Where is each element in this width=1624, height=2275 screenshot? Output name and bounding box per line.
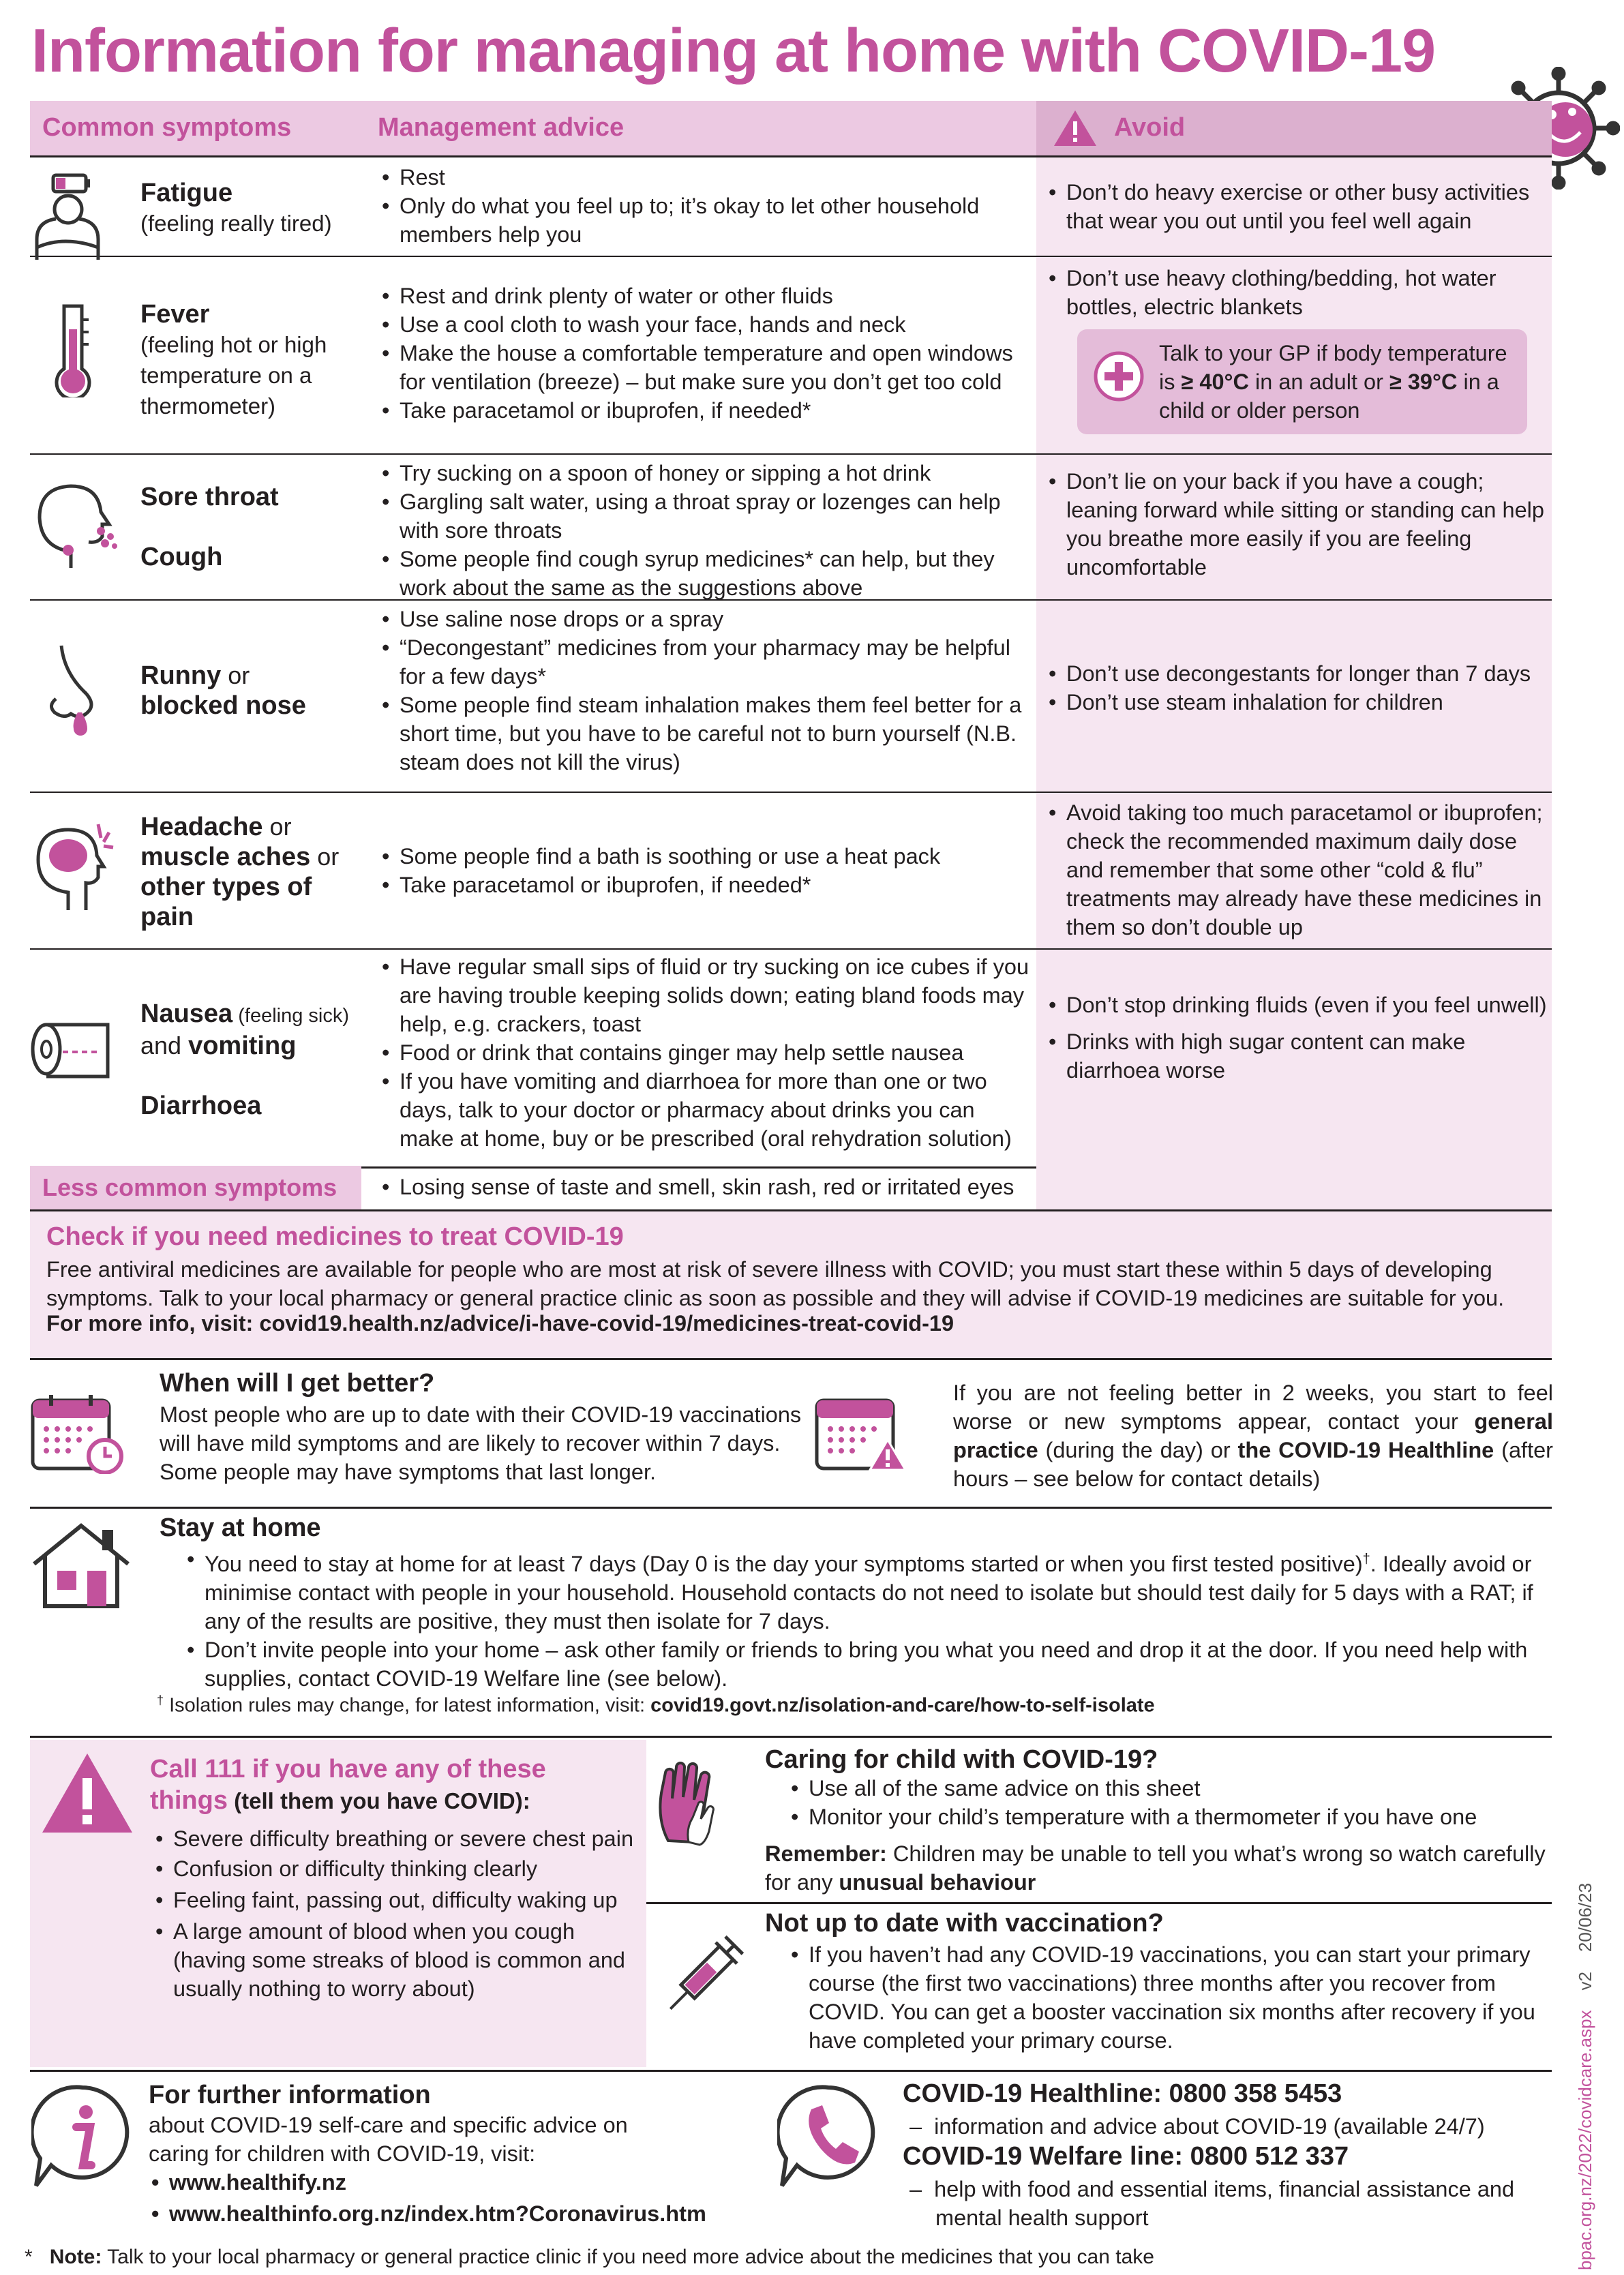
advice-item: • “Decongestant” medicines from your pharmacy may be helpful for a few days* [379, 633, 1034, 691]
avoid-item: • Don’t use decongestants for longer than 7 days [1046, 659, 1550, 688]
healthline: COVID-19 Healthline: 0800 358 5453 [903, 2079, 1342, 2108]
healthline-desc: – information and advice about COVID-19 (available 24/7) [909, 2114, 1485, 2139]
header-advice: Management advice [378, 113, 625, 142]
row-fever [30, 257, 1552, 455]
divider [30, 1736, 1552, 1738]
advice-item: • Take paracetamol or ibuprofen, if needed* [379, 396, 1034, 425]
cough-head-icon [30, 479, 119, 575]
stay-item: • You need to stay at home for at least 7 days (Day 0 is the day your symptoms started or when you first tested positive)†. Ideally avoid or minimise contact with people in your household. Household contacts do not need to isolate but should test daily for 5 days with a RAT; if any of the results are positive, they must then isolate for 7 days. [184, 1545, 1548, 1636]
advice-item: • Some people find steam inhalation makes them feel better for a short time, but you have to be careful not to burn yourself (N.B. steam does not kill the virus) [379, 691, 1034, 777]
advice-item: • Some people find a bath is soothing or use a heat pack [379, 842, 1034, 871]
house-icon [30, 1522, 132, 1610]
child-remember: Remember: Children may be unable to tell you what’s wrong so watch carefully for any unusual behaviour [765, 1841, 1546, 1895]
symptom-name: Runny [140, 661, 222, 690]
row-runny-nose: Runny or blocked nose • Use saline nose drops or a spray • “Decongestant” medicines from your pharmacy may be helpful for a few days* • Some people find steam inhalation makes them feel better for a short time, but you have to be careful not to burn yourself (N.B. steam does not kill the virus) • Don’t use decongestants for longer than 7 days • Don’t use steam inhalation for children [30, 601, 1552, 793]
advice-item: • Some people find cough syrup medicines* can help, but they work about the same as the suggestions above [379, 545, 1034, 602]
child-item: • Monitor your child’s temperature with a thermometer if you have one [788, 1803, 1545, 1831]
row-fatigue [30, 157, 1552, 257]
symptom-name-2: muscle aches [140, 843, 311, 871]
less-common-text: • Losing sense of taste and smell, skin rash, red or irritated eyes [379, 1173, 1014, 1201]
less-common-label: Less common symptoms [30, 1166, 361, 1209]
symptom-name: Fever [140, 300, 210, 329]
row-sore-throat [30, 455, 1552, 601]
divider [30, 2070, 1552, 2072]
better-section [30, 1369, 1552, 1505]
vaccination-item: • If you haven’t had any COVID-19 vaccinations, you can start your primary course (the first two vaccinations) three months after you recover from COVID. You can get a booster vaccination six months after recovery if you have completed your primary course. [788, 1940, 1538, 2055]
nose-icon [30, 642, 119, 737]
vaccination-section [655, 1909, 1552, 2073]
symptom-name-2: blocked nose [140, 691, 306, 720]
header-symptoms: Common symptoms [42, 113, 292, 142]
warning-icon [1053, 109, 1098, 147]
medicines-box [30, 1211, 1552, 1360]
side-credit: bpac.org.nz/2022/covidcare.aspx v2 20/06/23 [1575, 1882, 1595, 2270]
headache-icon [30, 820, 119, 916]
stay-heading: Stay at home [160, 1513, 321, 1542]
stay-section [30, 1513, 1552, 1725]
symptom-name: Headache [140, 813, 263, 841]
stay-item: • Don’t invite people into your home – ask other family or friends to bring you what you need and drop it at the door. If you need help with supplies, contact COVID-19 Welfare line (see below). [184, 1636, 1548, 1693]
toilet-roll-icon [30, 1011, 119, 1106]
symptom-name: Fatigue [140, 179, 233, 207]
divider [30, 1507, 1552, 1509]
advice-item: • Try sucking on a spoon of honey or sipping a hot drink [379, 459, 1034, 487]
divider [646, 1902, 1552, 1904]
avoid-item: • Don’t stop drinking fluids (even if you feel unwell) [1046, 991, 1550, 1019]
symptoms-table [30, 101, 1552, 1169]
info-icon [31, 2082, 134, 2191]
advice-item: • Use a cool cloth to wash your face, hands and neck [379, 310, 1034, 339]
further-text: about COVID-19 self-care and specific advice on caring for children with COVID-19, visit: [149, 2113, 628, 2166]
row-nausea: Nausea (feeling sick) and vomiting Diarrhoea • Have regular small sips of fluid or try sucking on ice cubes if you are having trouble keeping solids down; eating bland foods may help, e.g. crackers, toast • Food or drink that contains ginger may help settle nausea • If you have vomiting and diarrhoea for more than one or two days, talk to your doctor or pharmacy about drinks you can make at home, buy or be prescribed (oral rehydration solution) • Don’t stop drinking fluids (even if you feel unwell) • Drinks with high sugar content can make diarrhoea worse [30, 950, 1552, 1169]
symptom-sub: (feeling really tired) [140, 211, 332, 236]
further-heading: For further information [149, 2081, 431, 2109]
symptom-name-3: Diarrhoea [140, 1091, 262, 1120]
welfare-line: COVID-19 Welfare line: 0800 512 337 [903, 2142, 1349, 2171]
header-avoid: Avoid [1114, 113, 1186, 142]
page-title: Information for managing at home with COVID-19 [31, 17, 1436, 85]
advice-item: • Only do what you feel up to; it’s okay to let other household members help you [379, 192, 1034, 249]
welfare-desc: – help with food and essential items, financial assistance and mental health support [909, 2177, 1515, 2230]
less-common-row [30, 1166, 1552, 1211]
advice-item: • If you have vomiting and diarrhoea for more than one or two days, talk to your doctor or pharmacy about drinks you can make at home, buy or be prescribed (oral rehydration solution) [379, 1067, 1034, 1153]
call-111-heading: Call 111 if you have any of these things (tell them you have COVID): [150, 1755, 546, 1815]
avoid-item: • Don’t lie on your back if you have a cough; leaning forward while sitting or standing can help you breathe more easily if you are feeling uncomfortable [1046, 467, 1550, 582]
row-headache: Headache or muscle aches or other types of pain • Some people find a bath is soothing or use a heat pack • Take paracetamol or ibuprofen, if needed* • Avoid taking too much paracetamol or ibuprofen; check the recommended maximum daily dose and remember that some other “cold & flu” treatments may already have these medicines in them so don’t double up [30, 793, 1552, 950]
symptom-name-2: Cough [140, 543, 223, 571]
calendar-warning-icon [814, 1392, 909, 1474]
call-111-item: • Feeling faint, passing out, difficulty waking up [153, 1886, 644, 1914]
symptom-name-3: other types of pain [140, 873, 312, 931]
call-111-item: • Confusion or difficulty thinking clearly [153, 1854, 644, 1883]
advice-item: • Use saline nose drops or a spray [379, 605, 1034, 633]
isolation-note: † Isolation rules may change, for latest information, visit: covid19.govt.nz/isolation-and-care/how-to-self-isolate [157, 1693, 1155, 1717]
phone-icon [777, 2082, 879, 2191]
symptom-sub: (feeling hot or high temperature on a thermometer) [140, 332, 327, 419]
avoid-item: • Don’t use heavy clothing/bedding, hot water bottles, electric blankets [1046, 264, 1550, 321]
advice-item: • Food or drink that contains ginger may help settle nausea [379, 1038, 1034, 1067]
advice-item: • Make the house a comfortable temperature and open windows for ventilation (breeze) – but make sure you don’t get too cold [379, 339, 1034, 396]
fatigue-icon [30, 167, 119, 262]
advice-item: • Rest [379, 163, 1034, 192]
better-heading: When will I get better? [160, 1369, 435, 1398]
call-111-box [30, 1740, 646, 2067]
advice-item: • Have regular small sips of fluid or try sucking on ice cubes if you are having trouble keeping solids down; eating bland foods may help, e.g. crackers, toast [379, 952, 1034, 1038]
advice-item: • Take paracetamol or ibuprofen, if needed* [379, 871, 1034, 899]
child-heading: Caring for child with COVID-19? [765, 1745, 1158, 1774]
better-text: Most people who are up to date with their COVID-19 vaccinations will have mild symptoms and are likely to recover within 7 days. Some people may have symptoms that last longer. [160, 1402, 802, 1484]
medicines-heading: Check if you need medicines to treat COVID-19 [46, 1222, 624, 1251]
avoid-item: • Don’t use steam inhalation for children [1046, 688, 1550, 717]
hands-icon [655, 1759, 730, 1848]
symptom-name: Sore throat [140, 483, 279, 511]
table-header [30, 101, 1552, 157]
medicines-link: For more info, visit: covid19.health.nz/advice/i-have-covid-19/medicines-treat-covid-19 [46, 1311, 954, 1336]
avoid-item: • Don’t do heavy exercise or other busy activities that wear you out until you feel well again [1046, 178, 1550, 235]
child-section [655, 1745, 1552, 1909]
call-111-item: • Severe difficulty breathing or severe chest pain [153, 1824, 644, 1853]
thermometer-icon [30, 302, 119, 397]
medicines-body: Free antiviral medicines are available for people who are most at risk of severe illness with COVID; you must start these within 5 days of developing symptoms. Talk to your local pharmacy or general practice clinic as soon as possible and they will advise if COVID-19 medicines are suitable for you. [46, 1257, 1505, 1310]
symptom-name-2: vomiting [188, 1031, 297, 1060]
avoid-item: • Avoid taking too much paracetamol or ibuprofen; check the recommended maximum daily dose and remember that some other “cold & flu” treatments may already have these medicines in them so don’t double up [1046, 798, 1550, 941]
further-link[interactable]: • www.healthify.nz [149, 2168, 706, 2197]
gp-note: Talk to your GP if body temperature is ≥ 40°C in an adult or ≥ 39°C in a child or older person [1077, 329, 1527, 434]
child-item: • Use all of the same advice on this sheet [788, 1774, 1545, 1803]
footnote: * Note: Talk to your local pharmacy or general practice clinic if you need more advice about the medicines that you can take [25, 2246, 1154, 2268]
call-111-item: • A large amount of blood when you cough (having some streaks of blood is common and usually nothing to worry about) [153, 1917, 644, 2003]
advice-item: • Gargling salt water, using a throat spray or lozenges can help with sore throats [379, 487, 1034, 545]
calendar-clock-icon [30, 1392, 125, 1474]
medical-cross-icon [1092, 350, 1145, 403]
syringe-icon [655, 1929, 750, 2025]
avoid-item: • Drinks with high sugar content can make diarrhoea worse [1046, 1027, 1550, 1085]
further-link[interactable]: • www.healthinfo.org.nz/index.htm?Coronavirus.htm [149, 2199, 706, 2228]
symptom-name: Nausea [140, 999, 233, 1028]
vaccination-heading: Not up to date with vaccination? [765, 1909, 1164, 1938]
further-info-section [30, 2077, 1552, 2240]
better-right-text: If you are not feeling better in 2 weeks, you start to feel worse or new symptoms appear, contact your general practice (during the day) or the COVID-19 Healthline (after hours – see below for contact details) [953, 1381, 1553, 1491]
warning-triangle-icon [40, 1751, 135, 1835]
advice-item: • Rest and drink plenty of water or other fluids [379, 282, 1034, 310]
